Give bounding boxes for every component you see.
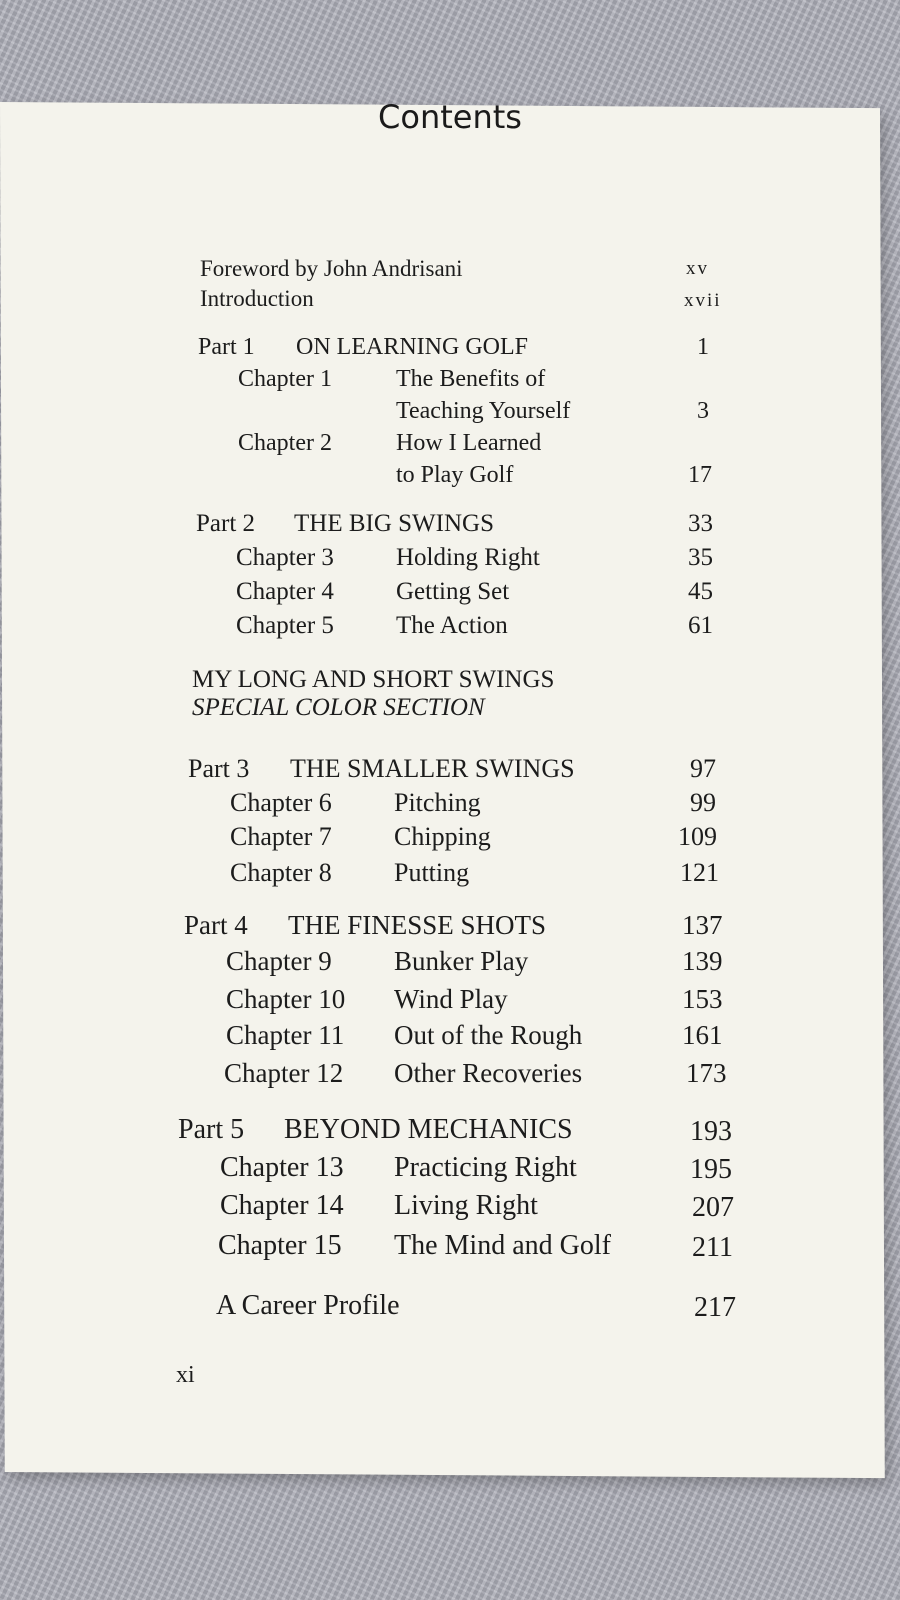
chapter-page: 3 xyxy=(697,398,709,424)
chapter-page: 45 xyxy=(688,578,713,605)
chapter-page: 35 xyxy=(688,544,713,571)
part-page: 193 xyxy=(690,1116,732,1147)
chapter-title: How I Learned xyxy=(396,430,542,456)
foreword-page: xv xyxy=(686,258,709,279)
chapter-title: to Play Golf xyxy=(396,462,514,488)
chapter-page: 61 xyxy=(688,612,713,639)
chapter-title: Putting xyxy=(394,858,470,887)
part-label: Part 5 xyxy=(178,1114,245,1145)
foreword-entry: Foreword by John Andrisani xyxy=(200,256,463,281)
chapter-page: 195 xyxy=(690,1154,732,1185)
chapter-label: Chapter 8 xyxy=(230,858,332,887)
chapter-label: Chapter 13 xyxy=(220,1152,344,1183)
career-profile-entry: A Career Profile xyxy=(216,1290,400,1321)
chapter-page: 153 xyxy=(682,984,723,1014)
chapter-label: Chapter 5 xyxy=(236,612,334,639)
introduction-page: xvii xyxy=(684,290,722,311)
chapter-label: Chapter 6 xyxy=(230,788,332,817)
chapter-page: 121 xyxy=(680,858,719,887)
chapter-title: Pitching xyxy=(394,788,481,817)
color-section-subtitle: SPECIAL COLOR SECTION xyxy=(192,694,485,721)
chapter-title: Teaching Yourself xyxy=(396,398,571,424)
chapter-label: Chapter 12 xyxy=(224,1058,344,1088)
chapter-page: 173 xyxy=(686,1058,727,1088)
chapter-label: Chapter 10 xyxy=(226,984,346,1014)
chapter-title: The Action xyxy=(396,612,508,639)
chapter-page: 161 xyxy=(682,1020,723,1050)
part-page: 1 xyxy=(697,334,709,360)
chapter-label: Chapter 1 xyxy=(238,366,332,392)
chapter-title: Practicing Right xyxy=(394,1152,577,1183)
page-title: Contents xyxy=(378,98,522,136)
chapter-label: Chapter 7 xyxy=(230,822,332,851)
chapter-page: 109 xyxy=(678,822,717,851)
chapter-title: Other Recoveries xyxy=(394,1058,583,1088)
chapter-title: Living Right xyxy=(394,1190,538,1221)
part-label: Part 4 xyxy=(184,910,248,940)
chapter-title: Holding Right xyxy=(396,544,540,571)
part-title: THE SMALLER SWINGS xyxy=(290,754,575,783)
part-page: 137 xyxy=(682,910,723,940)
chapter-label: Chapter 14 xyxy=(220,1190,344,1221)
part-label: Part 2 xyxy=(196,510,256,537)
chapter-page: 139 xyxy=(682,946,723,976)
chapter-title: Chipping xyxy=(394,822,491,851)
part-label: Part 1 xyxy=(198,334,255,360)
chapter-page: 207 xyxy=(692,1192,734,1223)
chapter-label: Chapter 11 xyxy=(226,1020,345,1050)
chapter-page: 211 xyxy=(692,1232,733,1263)
part-title: THE FINESSE SHOTS xyxy=(288,910,547,940)
chapter-page: 99 xyxy=(690,788,716,817)
part-title: ON LEARNING GOLF xyxy=(296,334,528,360)
chapter-title: Getting Set xyxy=(396,578,510,605)
chapter-label: Chapter 15 xyxy=(218,1230,342,1261)
chapter-title: Bunker Play xyxy=(394,946,529,976)
page-number: xi xyxy=(176,1362,195,1388)
part-title: BEYOND MECHANICS xyxy=(284,1114,573,1145)
color-section-title: MY LONG AND SHORT SWINGS xyxy=(192,666,555,693)
chapter-page: 17 xyxy=(688,462,712,488)
introduction-entry: Introduction xyxy=(200,286,314,311)
part-title: THE BIG SWINGS xyxy=(294,510,494,537)
chapter-title: The Benefits of xyxy=(396,366,546,392)
chapter-title: The Mind and Golf xyxy=(394,1230,611,1261)
chapter-label: Chapter 3 xyxy=(236,544,334,571)
chapter-label: Chapter 9 xyxy=(226,946,332,976)
part-page: 33 xyxy=(688,510,713,537)
part-page: 97 xyxy=(690,754,716,783)
chapter-title: Wind Play xyxy=(394,984,508,1014)
chapter-title: Out of the Rough xyxy=(394,1020,583,1050)
chapter-label: Chapter 4 xyxy=(236,578,334,605)
career-profile-page: 217 xyxy=(694,1292,736,1323)
part-label: Part 3 xyxy=(188,754,250,783)
chapter-label: Chapter 2 xyxy=(238,430,332,456)
